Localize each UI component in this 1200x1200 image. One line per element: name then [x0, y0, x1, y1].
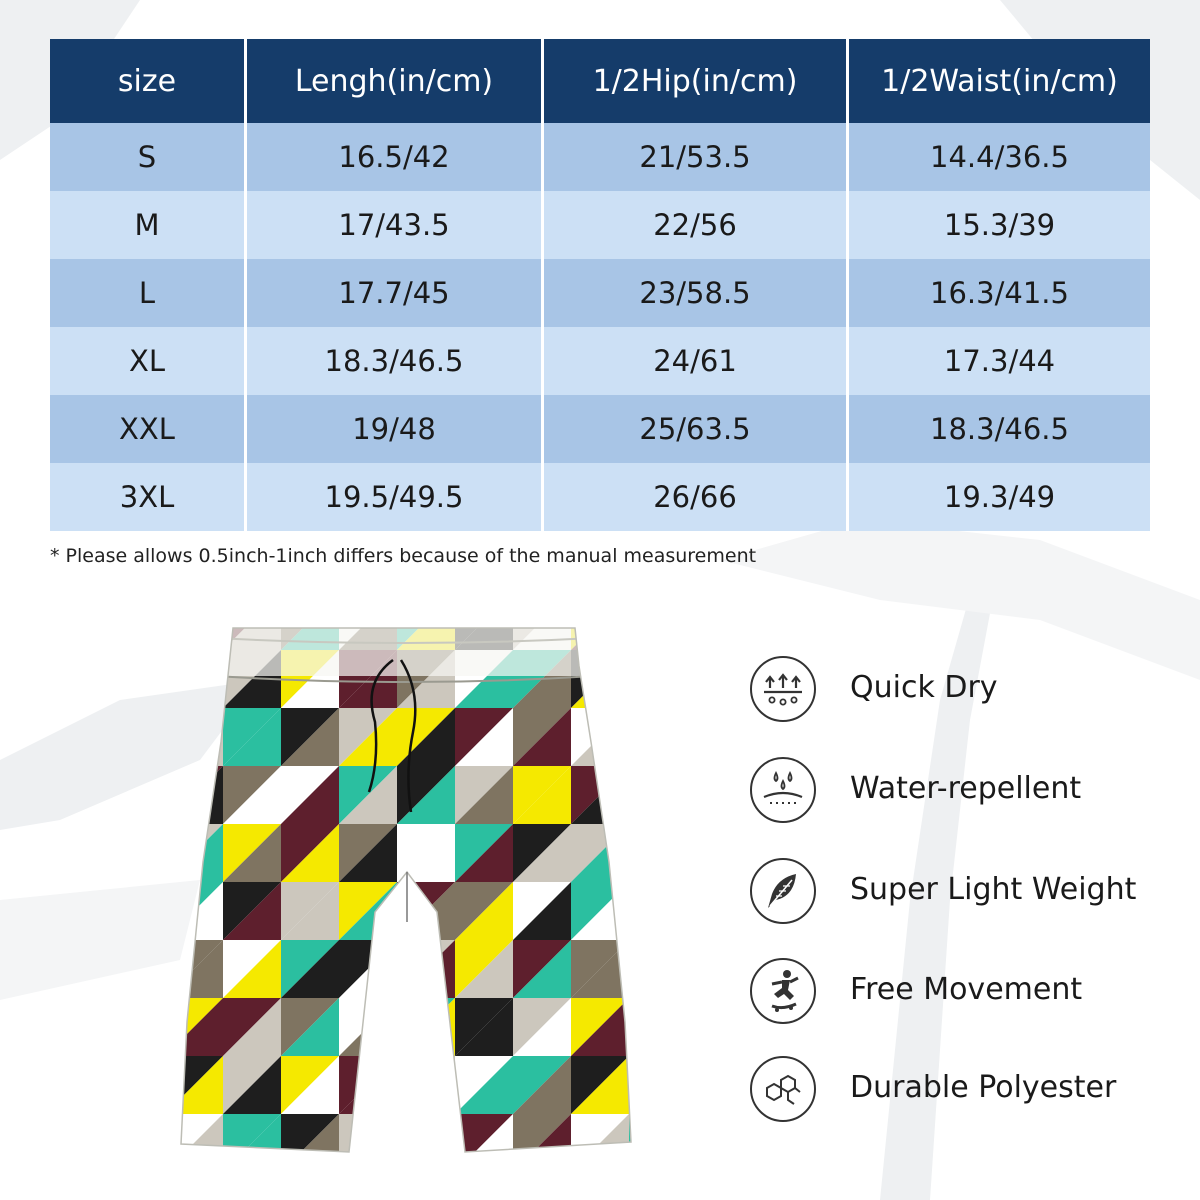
cell-size: S: [50, 123, 246, 191]
pattern-triangle: [175, 622, 223, 650]
table-row: [50, 463, 1150, 531]
header-size: size: [50, 39, 246, 123]
pattern-triangle: [629, 940, 635, 998]
cell-hip: 23/58.5: [543, 259, 848, 327]
pattern-triangle: [629, 650, 635, 708]
pattern-triangle: [397, 1114, 455, 1170]
size-chart-table: [50, 39, 1150, 531]
feature-label: Durable Polyester: [850, 1070, 1117, 1105]
cell-hip: 24/61: [543, 327, 848, 395]
pattern-triangle: [629, 766, 635, 824]
feature-water-repellent: [750, 757, 1170, 829]
cell-waist: 16.3/41.5: [848, 259, 1151, 327]
cell-length: 17.7/45: [246, 259, 543, 327]
pattern-triangle: [629, 824, 635, 882]
cell-hip: 26/66: [543, 463, 848, 531]
pattern-triangle: [175, 708, 223, 766]
cell-waist: 15.3/39: [848, 191, 1151, 259]
pattern-triangle: [629, 708, 635, 766]
cell-hip: 22/56: [543, 191, 848, 259]
header-waist: 1/2Waist(in/cm): [848, 39, 1151, 123]
cell-size: XL: [50, 327, 246, 395]
pattern-triangle: [175, 622, 223, 650]
water-repellent-icon: [750, 757, 816, 823]
table-row: [50, 123, 1150, 191]
pattern-triangle: [629, 824, 635, 882]
header-hip: 1/2Hip(in/cm): [543, 39, 848, 123]
measurement-note: * Please allows 0.5inch-1inch differs because of the manual measurement: [50, 545, 757, 567]
table-row: [50, 327, 1150, 395]
table-row: [50, 191, 1150, 259]
feature-light-weight: [750, 858, 1170, 930]
pattern-triangle: [571, 622, 629, 650]
polyester-molecule-icon: [750, 1056, 816, 1122]
cell-length: 16.5/42: [246, 123, 543, 191]
cell-hip: 25/63.5: [543, 395, 848, 463]
cell-length: 17/43.5: [246, 191, 543, 259]
feature-label: Water-repellent: [850, 771, 1082, 806]
pattern-triangle: [175, 708, 223, 766]
pattern-triangle: [339, 1114, 397, 1170]
feature-label: Free Movement: [850, 972, 1083, 1007]
feature-label: Quick Dry: [850, 670, 998, 705]
feature-durable-polyester: [750, 1056, 1170, 1128]
pattern-triangle: [629, 998, 635, 1056]
cell-length: 19/48: [246, 395, 543, 463]
cell-waist: 17.3/44: [848, 327, 1151, 395]
pattern-triangle: [629, 940, 635, 998]
cell-length: 19.5/49.5: [246, 463, 543, 531]
pattern-triangle: [571, 622, 629, 650]
pattern-triangle: [629, 650, 635, 708]
cell-hip: 21/53.5: [543, 123, 848, 191]
pattern-triangle: [397, 1056, 455, 1114]
feature-quick-dry: [750, 656, 1170, 728]
cell-size: 3XL: [50, 463, 246, 531]
pattern-triangle: [629, 708, 635, 766]
pattern-triangle: [629, 882, 635, 940]
feather-icon: [750, 858, 816, 924]
pattern-triangle: [175, 650, 223, 708]
header-length: Lengh(in/cm): [246, 39, 543, 123]
pattern-triangle: [397, 998, 455, 1056]
feature-label: Super Light Weight: [850, 872, 1137, 907]
pattern-triangle: [397, 1056, 455, 1114]
pattern-triangle: [629, 766, 635, 824]
cell-size: M: [50, 191, 246, 259]
quick-dry-icon: [750, 656, 816, 722]
cell-waist: 18.3/46.5: [848, 395, 1151, 463]
skateboarder-icon: [750, 958, 816, 1024]
pattern-triangle: [629, 622, 635, 650]
pattern-triangle: [397, 998, 455, 1056]
cell-size: L: [50, 259, 246, 327]
pattern-triangle: [175, 824, 223, 882]
pattern-triangle: [175, 650, 223, 708]
cell-waist: 19.3/49: [848, 463, 1151, 531]
table-row: [50, 395, 1150, 463]
pattern-triangle: [629, 882, 635, 940]
table-header-row: [50, 39, 1150, 123]
cell-length: 18.3/46.5: [246, 327, 543, 395]
feature-free-movement: [750, 958, 1170, 1030]
swim-shorts-image: [175, 622, 635, 1170]
pattern-triangle: [175, 882, 223, 940]
table-row: [50, 259, 1150, 327]
pattern-triangle: [397, 1114, 455, 1170]
cell-size: XXL: [50, 395, 246, 463]
pattern-triangle: [629, 998, 635, 1056]
pattern-triangle: [629, 622, 635, 650]
cell-waist: 14.4/36.5: [848, 123, 1151, 191]
